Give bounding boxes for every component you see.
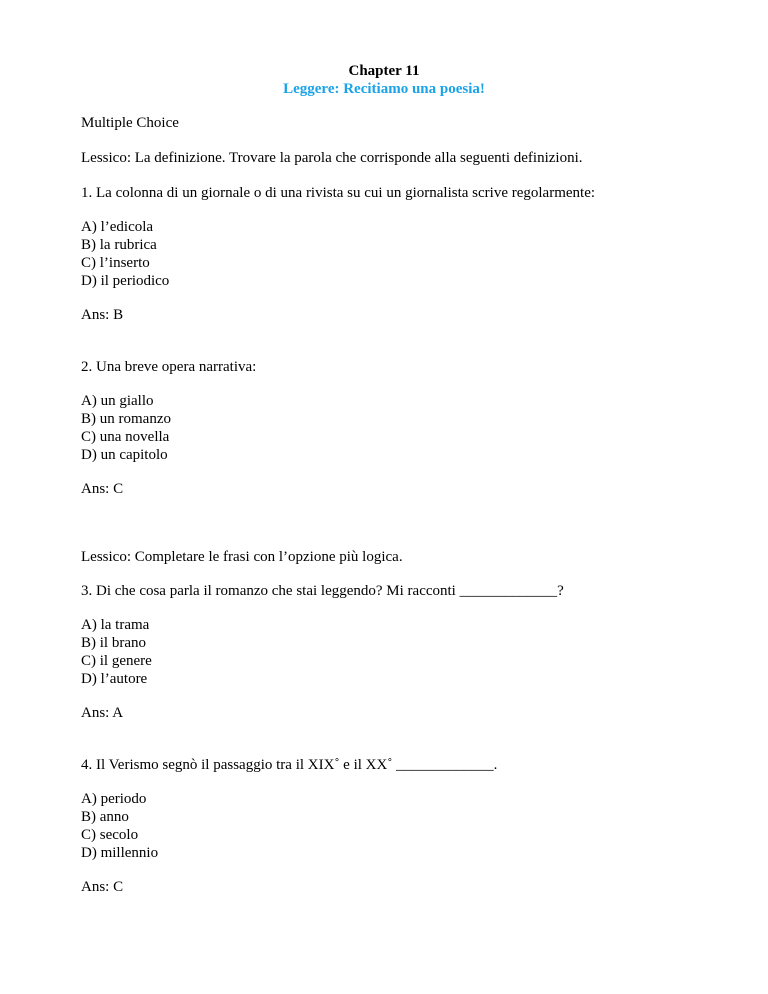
question-2-option-a: A) un giallo — [81, 393, 154, 409]
question-3-prompt: 3. Di che cosa parla il romanzo che stai leggendo? Mi racconti _____________? — [81, 583, 564, 599]
question-1-option-b: B) la rubrica — [81, 237, 157, 253]
instruction-1: Lessico: La definizione. Trovare la parola che corrisponde alla seguenti definizioni. — [81, 150, 583, 166]
question-2-option-d: D) un capitolo — [81, 447, 168, 463]
question-3-answer: Ans: A — [81, 705, 124, 721]
chapter-heading: Chapter 11 — [348, 63, 420, 79]
question-2-option-b: B) un romanzo — [81, 411, 171, 427]
section-type: Multiple Choice — [81, 115, 179, 131]
question-2-prompt: 2. Una breve opera narrativa: — [81, 359, 257, 375]
question-1-option-a: A) l’edicola — [81, 219, 154, 235]
question-4-answer: Ans: C — [81, 879, 124, 895]
question-3-option-a: A) la trama — [81, 617, 150, 633]
question-2-answer: Ans: C — [81, 481, 124, 497]
question-2-option-c: C) una novella — [81, 429, 170, 445]
question-3-option-d: D) l’autore — [81, 671, 148, 687]
chapter-subtitle: Leggere: Recitiamo una poesia! — [283, 81, 485, 97]
question-4-prompt: 4. Il Verismo segnò il passaggio tra il XIX˚ e il XX˚ _____________. — [81, 757, 498, 773]
question-1-answer: Ans: B — [81, 307, 124, 323]
question-3-option-b: B) il brano — [81, 635, 146, 651]
instruction-2: Lessico: Completare le frasi con l’opzione più logica. — [81, 549, 403, 565]
question-4-option-a: A) periodo — [81, 791, 147, 807]
question-4-option-b: B) anno — [81, 809, 129, 825]
question-1-option-c: C) l’inserto — [81, 255, 150, 271]
question-4-option-c: C) secolo — [81, 827, 139, 843]
question-1-option-d: D) il periodico — [81, 273, 170, 289]
question-1-prompt: 1. La colonna di un giornale o di una rivista su cui un giornalista scrive regolarmente: — [81, 185, 596, 201]
document-page — [81, 0, 687, 994]
question-3-option-c: C) il genere — [81, 653, 152, 669]
question-4-option-d: D) millennio — [81, 845, 159, 861]
